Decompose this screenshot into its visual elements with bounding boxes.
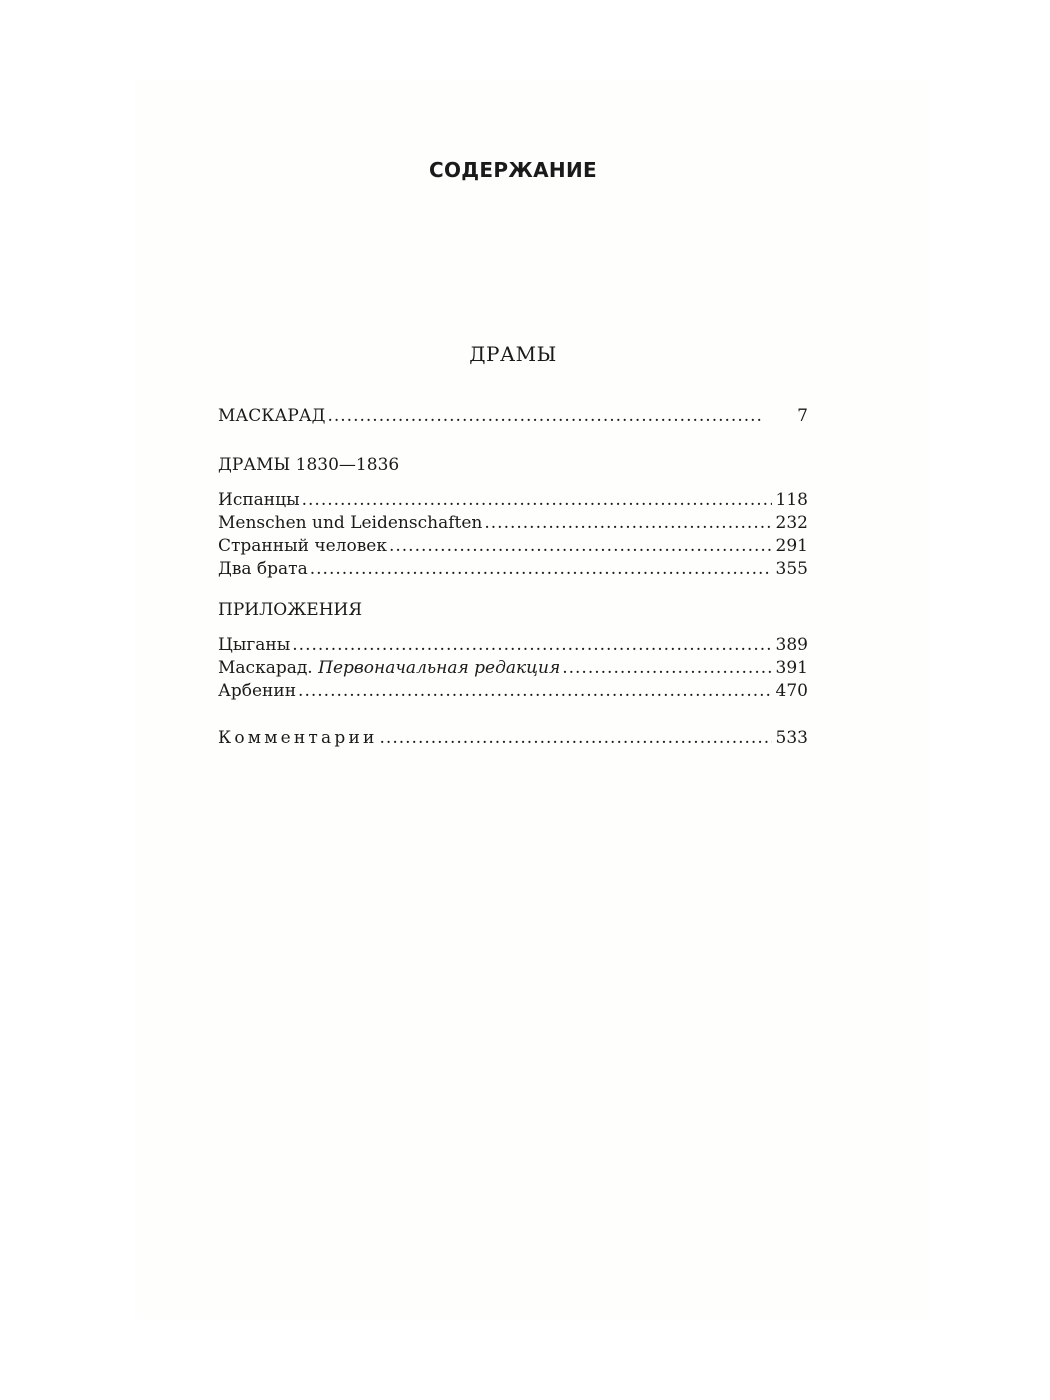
toc-entry-label: МАСКАРАД: [218, 406, 326, 426]
toc-entry-maskarad-first-edition[interactable]: [218, 657, 808, 680]
table-of-contents: [218, 405, 808, 750]
toc-entry-comments[interactable]: [218, 727, 808, 750]
toc-entry-label: Испанцы: [218, 490, 300, 510]
dot-leader: [310, 558, 772, 581]
dot-leader: [389, 535, 772, 558]
toc-entry-label-italic: Первоначальная редакция: [318, 658, 561, 678]
toc-entry-arbenin[interactable]: [218, 680, 808, 703]
toc-entry-page: 389: [775, 635, 808, 655]
dot-leader: [302, 489, 772, 512]
toc-entry-label: Арбенин: [218, 681, 297, 701]
toc-group-heading-dramas: ДРАМЫ 1830—1836: [218, 455, 400, 475]
toc-entry-label: Два брата: [218, 559, 308, 579]
toc-entry-label: Комментарии: [218, 728, 378, 748]
toc-entry-page: 533: [775, 728, 808, 748]
toc-entry-ispantsy[interactable]: [218, 489, 808, 512]
toc-entry-page: 7: [797, 406, 808, 426]
toc-entry-label: Странный человек: [218, 536, 387, 556]
dot-leader: [292, 634, 771, 657]
dot-leader: [380, 727, 772, 750]
toc-entry-page: 355: [775, 559, 808, 579]
dot-leader: [298, 680, 772, 703]
toc-entry-page: 391: [775, 658, 808, 678]
page-title: СОДЕРЖАНИЕ: [429, 158, 597, 182]
toc-entry-menschen[interactable]: [218, 512, 808, 535]
toc-entry-label: [218, 657, 560, 680]
dot-leader: [562, 657, 771, 680]
dot-leader: [327, 405, 763, 428]
toc-entry-label: Menschen und Leidenschaften: [218, 513, 483, 533]
toc-entry-tsygany[interactable]: [218, 634, 808, 657]
toc-entry-label-main: Маскарад.: [218, 658, 313, 678]
dot-leader: [484, 512, 771, 535]
section-title: ДРАМЫ: [469, 342, 557, 366]
toc-entry-label: Цыганы: [218, 635, 291, 655]
toc-entry-page: 291: [775, 536, 808, 556]
toc-entry-strannyi[interactable]: [218, 535, 808, 558]
toc-entry-maskarad[interactable]: [218, 405, 808, 428]
toc-entry-page: 118: [775, 490, 808, 510]
toc-group-heading-appendices: ПРИЛОЖЕНИЯ: [218, 600, 363, 620]
toc-entry-page: 470: [775, 681, 808, 701]
toc-entry-dva-brata[interactable]: [218, 558, 808, 581]
toc-entry-page: 232: [775, 513, 808, 533]
